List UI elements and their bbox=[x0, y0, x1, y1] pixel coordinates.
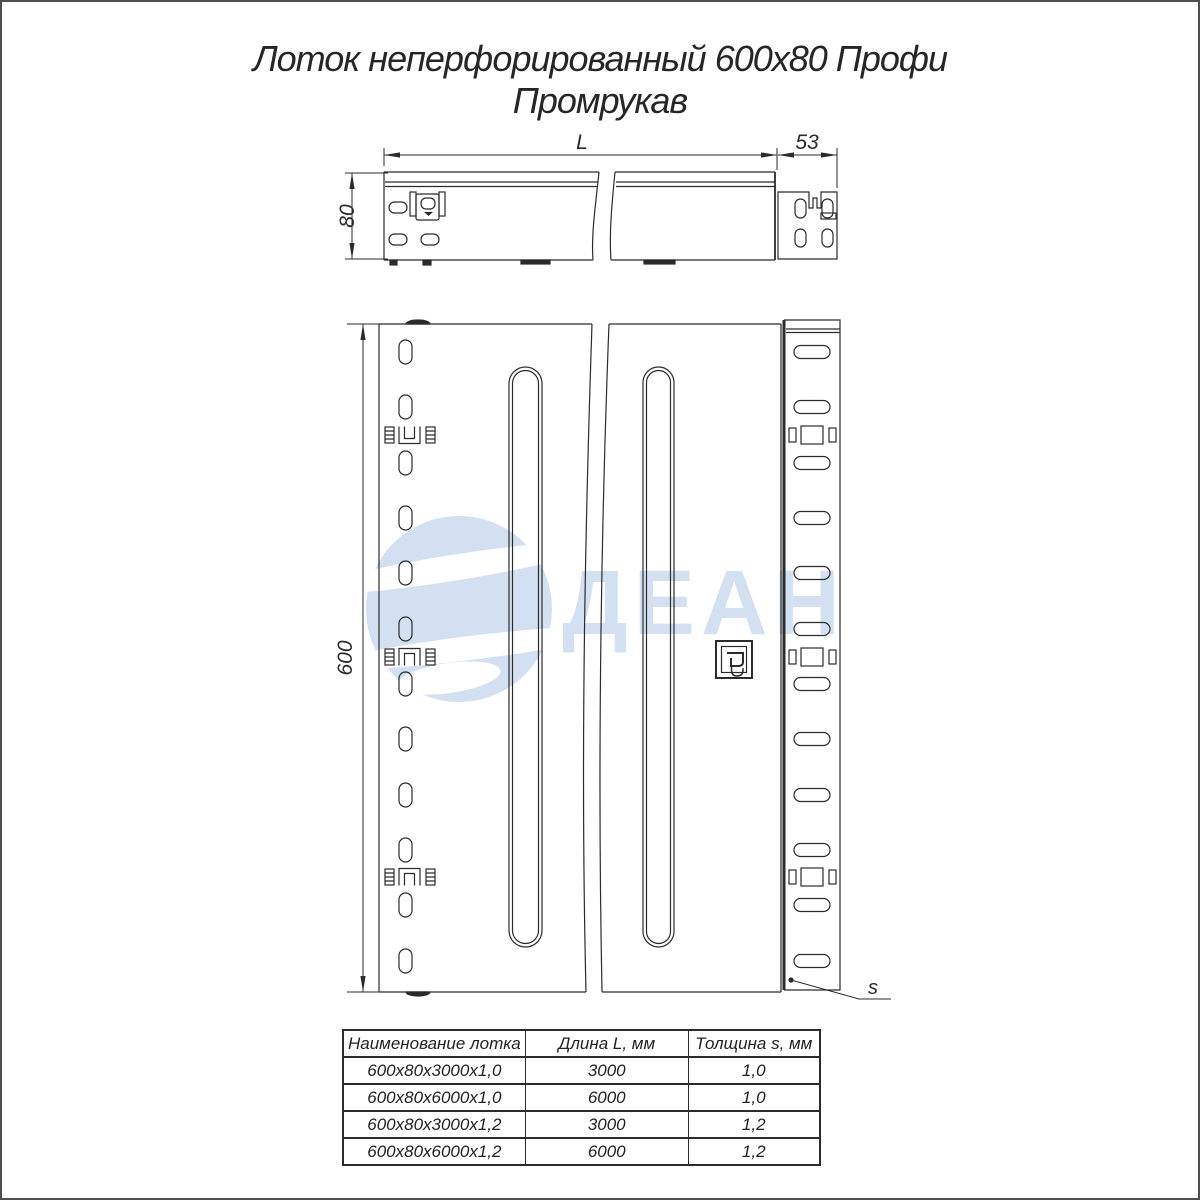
cell-length: 6000 bbox=[525, 1084, 688, 1111]
title-line-1: Лоток неперфорированный 600х80 Профи bbox=[252, 38, 948, 79]
col-header-length: Длина L, мм bbox=[525, 1030, 688, 1057]
brand-stamp bbox=[716, 641, 752, 678]
dim-label-L: L bbox=[576, 131, 588, 154]
dim-label-600: 600 bbox=[334, 640, 357, 676]
cell-length: 3000 bbox=[525, 1057, 688, 1084]
side-view bbox=[384, 172, 837, 265]
cell-name: 600х80х3000х1,2 bbox=[343, 1111, 525, 1138]
cell-thickness: 1,0 bbox=[688, 1057, 820, 1084]
cell-thickness: 1,0 bbox=[688, 1084, 820, 1111]
watermark-logo bbox=[310, 516, 846, 702]
table-row bbox=[343, 1057, 820, 1084]
cell-name: 600х80х6000х1,2 bbox=[343, 1138, 525, 1165]
dim-label-s: s bbox=[868, 977, 878, 999]
dim-label-80: 80 bbox=[336, 204, 359, 228]
dim-label-53: 53 bbox=[795, 131, 819, 154]
cell-thickness: 1,2 bbox=[688, 1111, 820, 1138]
cell-thickness: 1,2 bbox=[688, 1138, 820, 1165]
cell-length: 6000 bbox=[525, 1138, 688, 1165]
side-connector-end bbox=[778, 192, 837, 259]
col-header-thickness: Толщина s, мм bbox=[688, 1030, 820, 1057]
cell-length: 3000 bbox=[525, 1111, 688, 1138]
tray-technical-drawing bbox=[2, 2, 1200, 1200]
col-header-name: Наименование лотка bbox=[343, 1030, 525, 1057]
cell-name: 600х80х3000х1,0 bbox=[343, 1057, 525, 1084]
watermark-text: ДЕАН bbox=[562, 552, 846, 654]
table-row bbox=[343, 1138, 820, 1165]
table-row bbox=[343, 1111, 820, 1138]
title-line-2: Промрукав bbox=[512, 80, 688, 121]
plan-connector-strip bbox=[784, 320, 840, 990]
cell-name: 600х80х6000х1,0 bbox=[343, 1084, 525, 1111]
spec-table-header-row bbox=[343, 1030, 820, 1057]
side-latch-detail bbox=[410, 192, 445, 220]
spec-table bbox=[342, 1029, 821, 1166]
table-row bbox=[343, 1084, 820, 1111]
